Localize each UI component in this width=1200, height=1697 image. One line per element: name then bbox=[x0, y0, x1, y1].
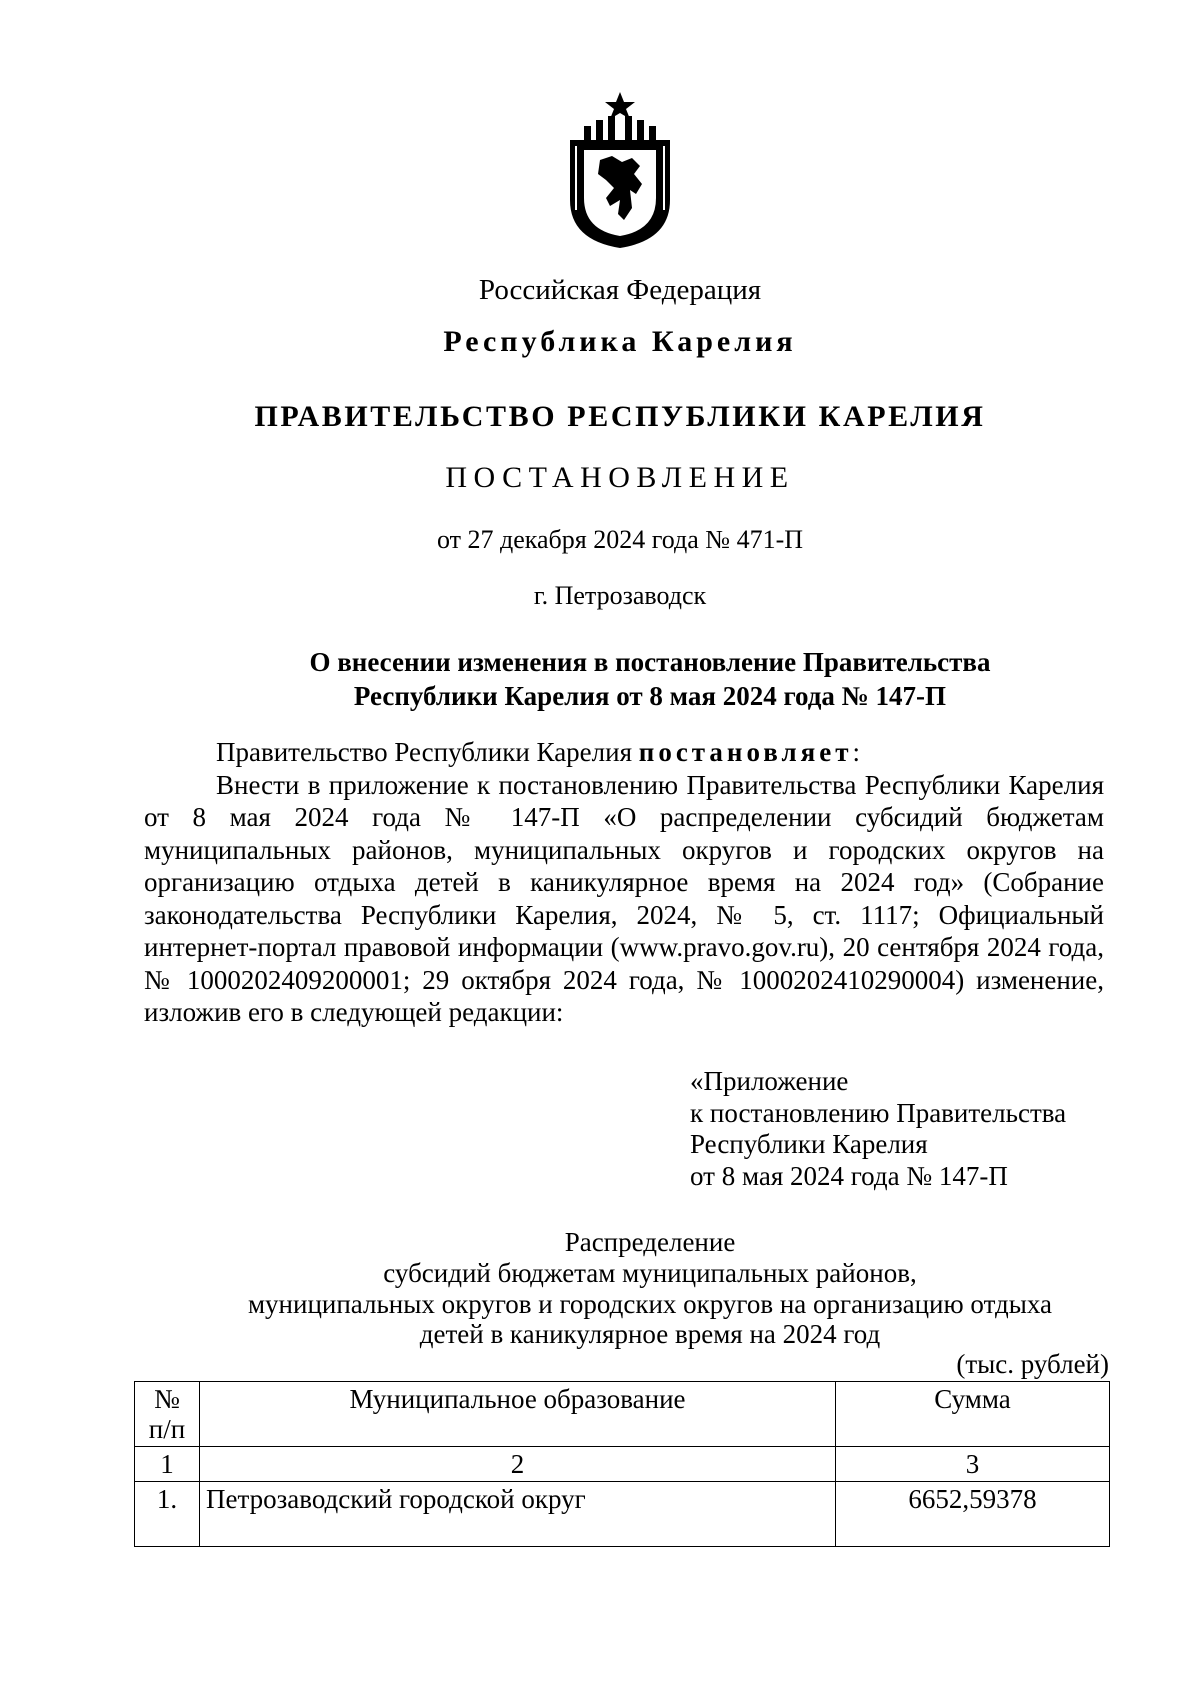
header-number bbox=[135, 1382, 200, 1447]
government-name: ПРАВИТЕЛЬСТВО РЕСПУБЛИКИ КАРЕЛИЯ bbox=[254, 400, 986, 433]
table-header-row bbox=[135, 1382, 1110, 1447]
republic-name: Республика Карелия bbox=[443, 325, 797, 358]
karelia-coat-of-arms-icon bbox=[560, 90, 680, 250]
header-number-line-1: № bbox=[154, 1384, 180, 1414]
resolution-colon: : bbox=[852, 737, 861, 767]
column-number: 1 bbox=[135, 1447, 200, 1482]
resolution-verb: постановляет bbox=[638, 737, 853, 767]
column-number-row bbox=[135, 1447, 1110, 1482]
title-line-1: О внесении изменения в постановление Правительства bbox=[309, 647, 991, 677]
title-line-2: Республики Карелия от 8 мая 2024 года № 147-П bbox=[353, 681, 947, 711]
units-label: (тыс. рублей) bbox=[956, 1349, 1109, 1379]
appendix-line-4: от 8 мая 2024 года № 147-П bbox=[690, 1160, 1008, 1191]
row-sum: 6652,59378 bbox=[836, 1482, 1110, 1547]
header-sum: Сумма bbox=[836, 1382, 1110, 1447]
country-name: Российская Федерация bbox=[478, 274, 762, 306]
document-type: ПОСТАНОВЛЕНИЕ bbox=[445, 461, 795, 494]
row-municipality: Петрозаводский городской округ bbox=[200, 1482, 836, 1547]
appendix-line-2: к постановлению Правительства bbox=[690, 1097, 1067, 1128]
distribution-line-4: детей в каникулярное время на 2024 год bbox=[419, 1319, 881, 1350]
distribution-line-2: субсидий бюджетам муниципальных районов, bbox=[383, 1257, 917, 1288]
row-number: 1. bbox=[135, 1482, 200, 1547]
distribution-title bbox=[150, 1227, 1150, 1350]
document-city: г. Петрозаводск bbox=[533, 581, 707, 610]
resolution-subject: Правительство Республики Карелия bbox=[216, 737, 639, 767]
table-row bbox=[135, 1482, 1110, 1547]
appendix-line-1: «Приложение bbox=[690, 1066, 849, 1096]
column-number: 2 bbox=[200, 1447, 836, 1482]
resolution-paragraph bbox=[144, 736, 1104, 769]
appendix-reference bbox=[690, 1066, 1066, 1192]
document-title bbox=[150, 645, 1150, 713]
distribution-line-1: Распределение bbox=[564, 1227, 736, 1257]
distribution-line-3: муниципальных округов и городских округов на организацию отдыха bbox=[247, 1288, 1053, 1319]
subsidy-table bbox=[134, 1381, 1110, 1547]
document-body bbox=[144, 736, 1104, 1029]
column-number: 3 bbox=[836, 1447, 1110, 1482]
document-date-number: от 27 декабря 2024 года № 471-П bbox=[436, 525, 804, 554]
appendix-line-3: Республики Карелия bbox=[690, 1129, 928, 1159]
header-number-line-2: п/п bbox=[148, 1414, 186, 1444]
header-municipality: Муниципальное образование bbox=[200, 1382, 836, 1447]
amendment-paragraph: Внести в приложение к постановлению Правительства Республики Карелия от 8 мая 2024 года № 147-П «О распределении субсидий бюджетам муниципальных районов, муниципальных округов и городских округов на организацию отдыха детей в каникулярное время на 2024 год» (Собрание законодательства Республики Карелия, 2024, № 5, ст. 1117; Официальный интернет-портал правовой информации (www.pravo.gov.ru), 20 сентября 2024 года, № 1000202409200001; 29 октября 2024 года, № 1000202410290004) изменение, изложив его в следующей редакции: bbox=[144, 769, 1104, 1027]
